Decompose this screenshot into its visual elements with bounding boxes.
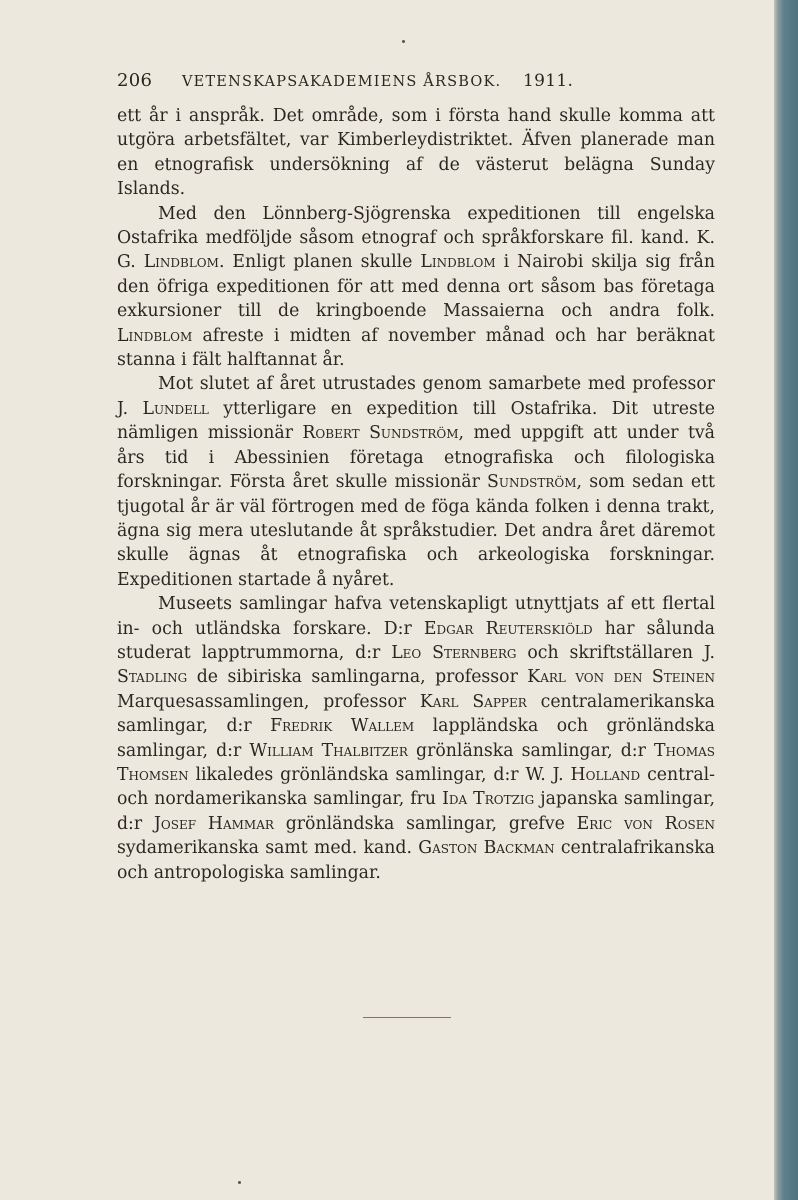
person-name: Holland (570, 764, 641, 785)
paper-speck (402, 40, 405, 43)
person-name: Lindblom (143, 252, 219, 273)
person-name: Lindblom (117, 325, 193, 346)
person-name: Gaston Backman (418, 838, 555, 859)
person-name: Eric von Rosen (576, 813, 716, 834)
header-year: 1911. (523, 71, 574, 91)
body-text (117, 104, 715, 885)
person-name: Thomas Thomsen (117, 740, 715, 785)
paragraph-1: ett år i anspråk. Det område, som i första hand skulle komma att utgöra arbetsfältet, var Kimberleydistriktet. Äfven planerade man en etnografisk undersökning af de västerut belägna Sunday Islands. (117, 106, 715, 200)
section-divider (363, 1017, 451, 1018)
person-name: Ida Trotzig (442, 789, 535, 810)
person-name: Leo Sternberg (391, 642, 517, 663)
person-name: Stadling (117, 667, 188, 688)
person-name: Edgar Reuterskiöld (423, 618, 593, 639)
person-name: Josef Hammar (153, 813, 274, 834)
person-name: Fredrik Wallem (270, 716, 415, 737)
person-name: Karl von den Steinen (527, 667, 716, 688)
page-edge (774, 0, 798, 1200)
running-header (117, 70, 717, 91)
paragraph-3: Mot slutet af året utrustades genom samarbete med professor J. Lundell ytterligare en expedition till Ostafrika. Dit utreste nämligen missionär Robert Sundström, med uppgift att under två års tid i Abessinien företaga etnografiska och filologiska forskningar. Första året skulle missionär Sundström, som sedan ett tjugotal år är väl förtrogen med de föga kända folken i denna trakt, ägna sig mera uteslutande åt språkstudier. Det andra året däremot skulle ägnas åt etnografiska och arkeologiska forskningar. Expeditionen startade å nyåret. (117, 374, 716, 590)
page-number: 206 (117, 70, 153, 91)
paragraph-4: Museets samlingar hafva vetenskapligt utnyttjats af ett flertal in- och utländska forskare. D:r Edgar Reuterskiöld har sålunda studerat lapptrummorna, d:r Leo Sternberg och skriftställaren J. Stadling de sibiriska samlingarna, professor Karl von den Steinen Marquesassamlingen, professor Karl Sapper centralamerikanska samlingar, d:r Fredrik Wallem lappländska och grönländska samlingar, d:r William Thalbitzer grönlänska samlingar, d:r Thomas Thomsen likaledes grönländska samlingar, d:r W. J. Holland central- och nordamerikanska samlingar, fru Ida Trotzig japanska samlingar, d:r Josef Hammar grönländska samlingar, grefve Eric von Rosen sydamerikanska samt med. kand. Gaston Backman centralafrikanska och antropologiska samlingar. (117, 594, 716, 883)
person-name: Lindblom (420, 252, 496, 273)
person-name: William Thalbitzer (249, 740, 408, 761)
person-name: Robert Sundström (302, 423, 459, 444)
paragraph-2: Med den Lönnberg-Sjögrenska expeditionen till engelska Ostafrika medföljde såsom etnograf och språkforskare fil. kand. K. G. Lindblom. Enligt planen skulle Lindblom i Nairobi skilja sig från den öfriga expeditionen för att med denna ort såsom bas företaga exkursioner till de kringboende Massaierna och andra folk. Lindblom afreste i midten af november månad och har beräknat stanna i fält halftannat år. (117, 203, 715, 371)
person-name: Karl Sapper (419, 691, 527, 712)
person-name: Sundström (487, 472, 577, 493)
person-name: Lundell (142, 398, 209, 419)
header-title: VETENSKAPSAKADEMIENS ÅRSBOK. (181, 74, 502, 90)
paper-speck (238, 1181, 241, 1184)
